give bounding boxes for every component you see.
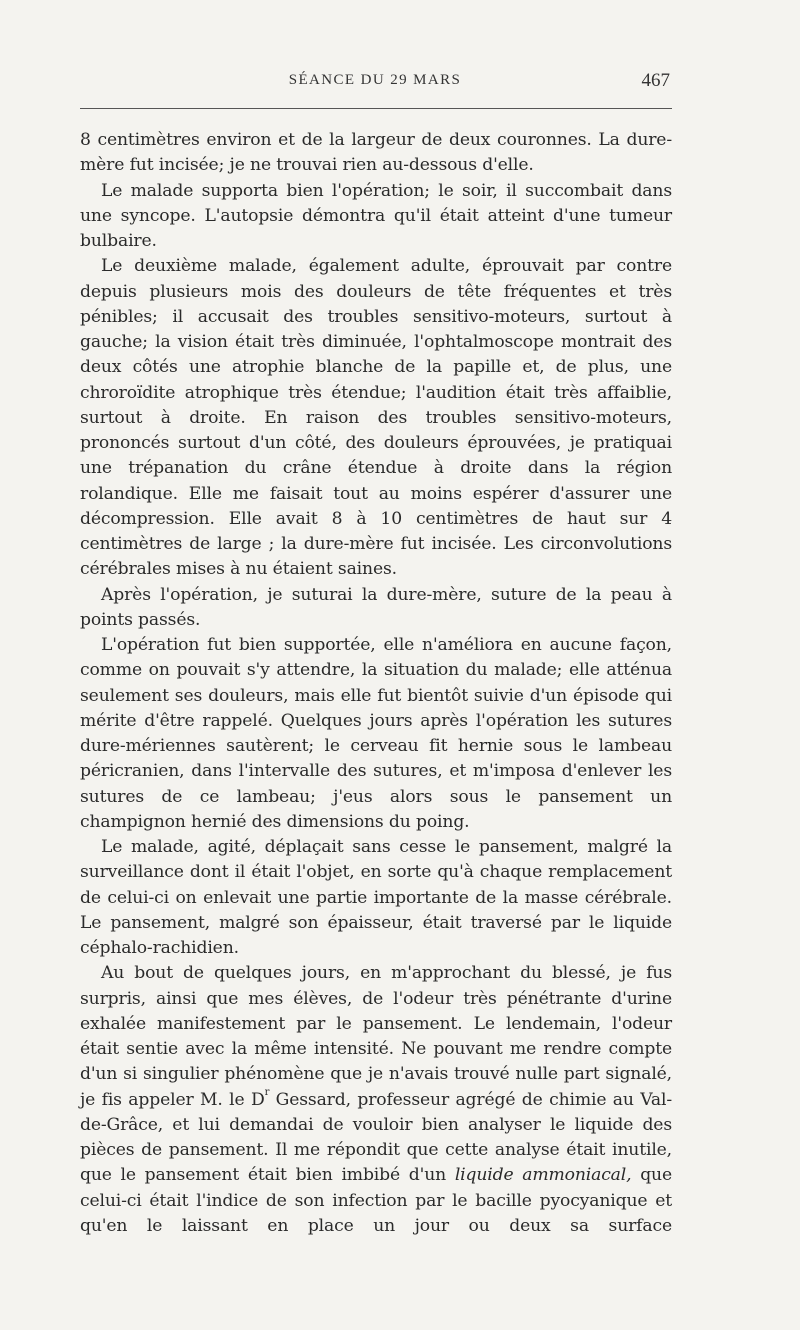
doctor-abbrev-superscript: r xyxy=(264,1086,270,1098)
paragraph-2: Le malade supporta bien l'opération; le soir, il succombait dans une syncope. L'autopsie démontra qu'il était atteint d'une tumeur bulbaire. xyxy=(80,180,672,251)
running-head: SÉANCE DU 29 MARS xyxy=(288,72,462,88)
paragraph-6: Le malade, agité, déplaçait sans cesse le pansement, malgré la surveillance dont il était l'objet, en sorte qu'à chaque remplacement de celui-ci on enlevait une partie importante de la masse cérébrale. Le pansement, malgré son épaisseur, était traversé par le liquide céphalo-rachidien. xyxy=(80,837,672,958)
paragraph-7-text: Au bout de quelques jours, en m'approchant du blessé, je fus surpris, ainsi que mes élèves, de l'odeur très pénétrante d'urine exhalée manifestement par le pansement. Le lendemain, l'odeur était sentie avec la même intensité. Ne pouvant me rendre compte d'un si singulier phénomène que je n'avais trouvé nulle part signalé, je fis appeler M. le D xyxy=(80,963,672,1110)
paragraph-7-italic: liquide ammoniacal, xyxy=(454,1165,632,1186)
paragraph-5: L'opération fut bien supportée, elle n'améliora en aucune façon, comme on pouvait s'y attendre, la situation du malade; elle atténua seulement ses douleurs, mais elle fut bientôt suivie d'un épisode qui mérite d'être rappelé. Quelques jours après l'opération les sutures dure-mériennes sautèrent; le cerveau fit hernie sous le lambeau péricranien, dans l'intervalle des sutures, et m'imposa d'enlever les sutures de ce lambeau; j'eus alors sous le pansement un champignon hernié des dimensions du poing. xyxy=(80,635,672,832)
page-number: 467 xyxy=(641,70,670,91)
header-rule xyxy=(80,108,672,109)
paragraph-4: Après l'opération, je suturai la dure-mère, suture de la peau à points passés. xyxy=(80,584,672,630)
paragraph-1: 8 centimètres environ et de la largeur de deux couronnes. La dure-mère fut incisée; je ne trouvai rien au-dessous d'elle. xyxy=(80,130,672,176)
body-text xyxy=(80,128,672,1239)
page-header xyxy=(80,72,670,96)
paragraph-7 xyxy=(80,961,672,1239)
paragraph-7-text-end: que celui-ci était l'indice de son infection par le bacille pyocyanique et qu'en le laissant en place un jour ou deux sa surface xyxy=(80,1165,673,1236)
paragraph-3: Le deuxième malade, également adulte, éprouvait par contre depuis plusieurs mois des douleurs de tête fréquentes et très pénibles; il accusait des troubles sensitivo-moteurs, surtout à gauche; la vision était très diminuée, l'ophtalmoscope montrait des deux côtés une atrophie blanche de la papille et, de plus, une chroroïdite atrophique très étendue; l'audition était très affaiblie, surtout à droite. En raison des troubles sensitivo-moteurs, prononcés surtout d'un côté, des douleurs éprouvées, je pratiquai une trépanation du crâne étendue à droite dans la région rolandique. Elle me faisait tout au moins espérer d'assurer une décompression. Elle avait 8 à 10 centimètres de haut sur 4 centimètres de large ; la dure-mère fut incisée. Les circonvolutions cérébrales mises à nu étaient saines. xyxy=(80,256,672,580)
paragraph-7-text-after-sup: Gessard, professeur agrégé de chimie au Val-de-Grâce, et lui demandai de vouloir bien analyser le liquide des pièces de pansement. Il me répondit que cette analyse était inutile, que le pansement était bien imbibé d'un xyxy=(80,1089,673,1186)
